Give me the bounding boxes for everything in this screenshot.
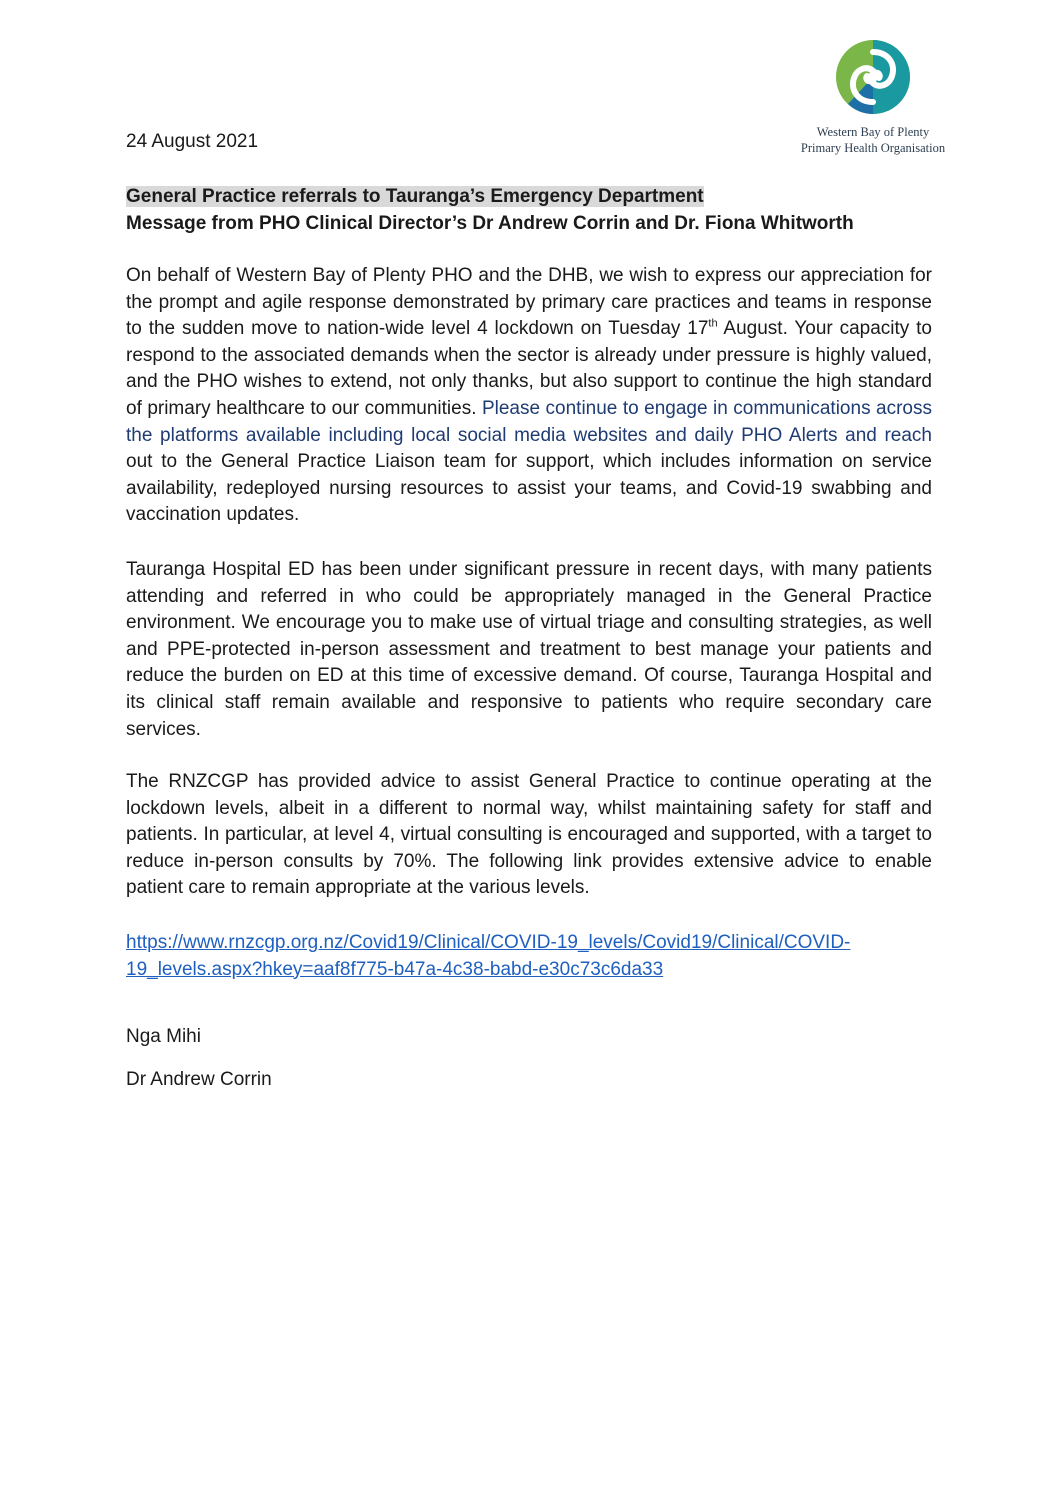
rnzcgp-link[interactable] <box>126 930 932 983</box>
p1-highlighted-text: Please continue to engage in communications across the platforms available including local social media websites and daily PHO Alerts and reach <box>126 397 933 446</box>
heading-title: General Practice referrals to Tauranga’s Emergency Department <box>126 186 704 207</box>
p1-superscript: th <box>708 317 718 330</box>
link-line-1[interactable]: https://www.rnzcgp.org.nz/Covid19/Clinical/COVID-19_levels/Covid19/Clinical/COVID- <box>126 932 851 953</box>
p1-text-a: On behalf of Western Bay of Plenty PHO and the DHB, we wish to express our appreciation for the prompt and agile response demonstrated by primary care practices and teams in response to the sudden move to nation-wide level 4 lockdown on Tuesday 17 <box>126 265 932 340</box>
pho-logo <box>788 38 958 156</box>
paragraph-2: Tauranga Hospital ED has been under significant pressure in recent days, with many patients attending and referred in who could be appropriately managed in the General Practice environment. We encourage you to make use of virtual triage and consulting strategies, as well and PPE-protected in-person assessment and treatment to best manage your patients and reduce the burden on ED at this time of excessive demand. Of course, Tauranga Hospital and its clinical staff remain available and responsive to patients who require secondary care services. <box>126 559 932 740</box>
p1-text-b: August. Your capacity to respond to the associated demands when the sector is already under pressure is highly valued, and the PHO wishes to extend, not only thanks, but also support to continue the high standard of primary healthcare to our communities. <box>126 318 933 419</box>
link-line-2[interactable]: 19_levels.aspx?hkey=aaf8f775-b47a-4c38-babd-e30c73c6da33 <box>126 958 664 980</box>
p1-text-c: out to the General Practice Liaison team for support, which includes information on service availability, redeployed nursing resources to assist your teams, and Covid-19 swabbing and vaccination updates. <box>126 451 932 526</box>
heading-subtitle: Message from PHO Clinical Director’s Dr Andrew Corrin and Dr. Fiona Whitworth <box>126 213 854 234</box>
letter-heading <box>126 183 946 237</box>
paragraph-1 <box>126 263 932 529</box>
logo-text-line2: Primary Health Organisation <box>800 141 946 155</box>
logo-text-line1: Western Bay of Plenty <box>816 125 930 139</box>
koru-logo-icon <box>834 38 912 116</box>
paragraph-3: The RNZCGP has provided advice to assist General Practice to continue operating at the lockdown levels, albeit in a different to normal way, whilst maintaining safety for staff and patients. In particular, at level 4, virtual consulting is encouraged and supported, with a target to reduce in-person consults by 70%. The following link provides extensive advice to enable patient care to remain appropriate at the various levels. <box>126 771 932 899</box>
signoff-greeting: Nga Mihi <box>126 1026 201 1047</box>
signoff-name: Dr Andrew Corrin <box>126 1069 272 1090</box>
letter-date: 24 August 2021 <box>126 131 259 152</box>
